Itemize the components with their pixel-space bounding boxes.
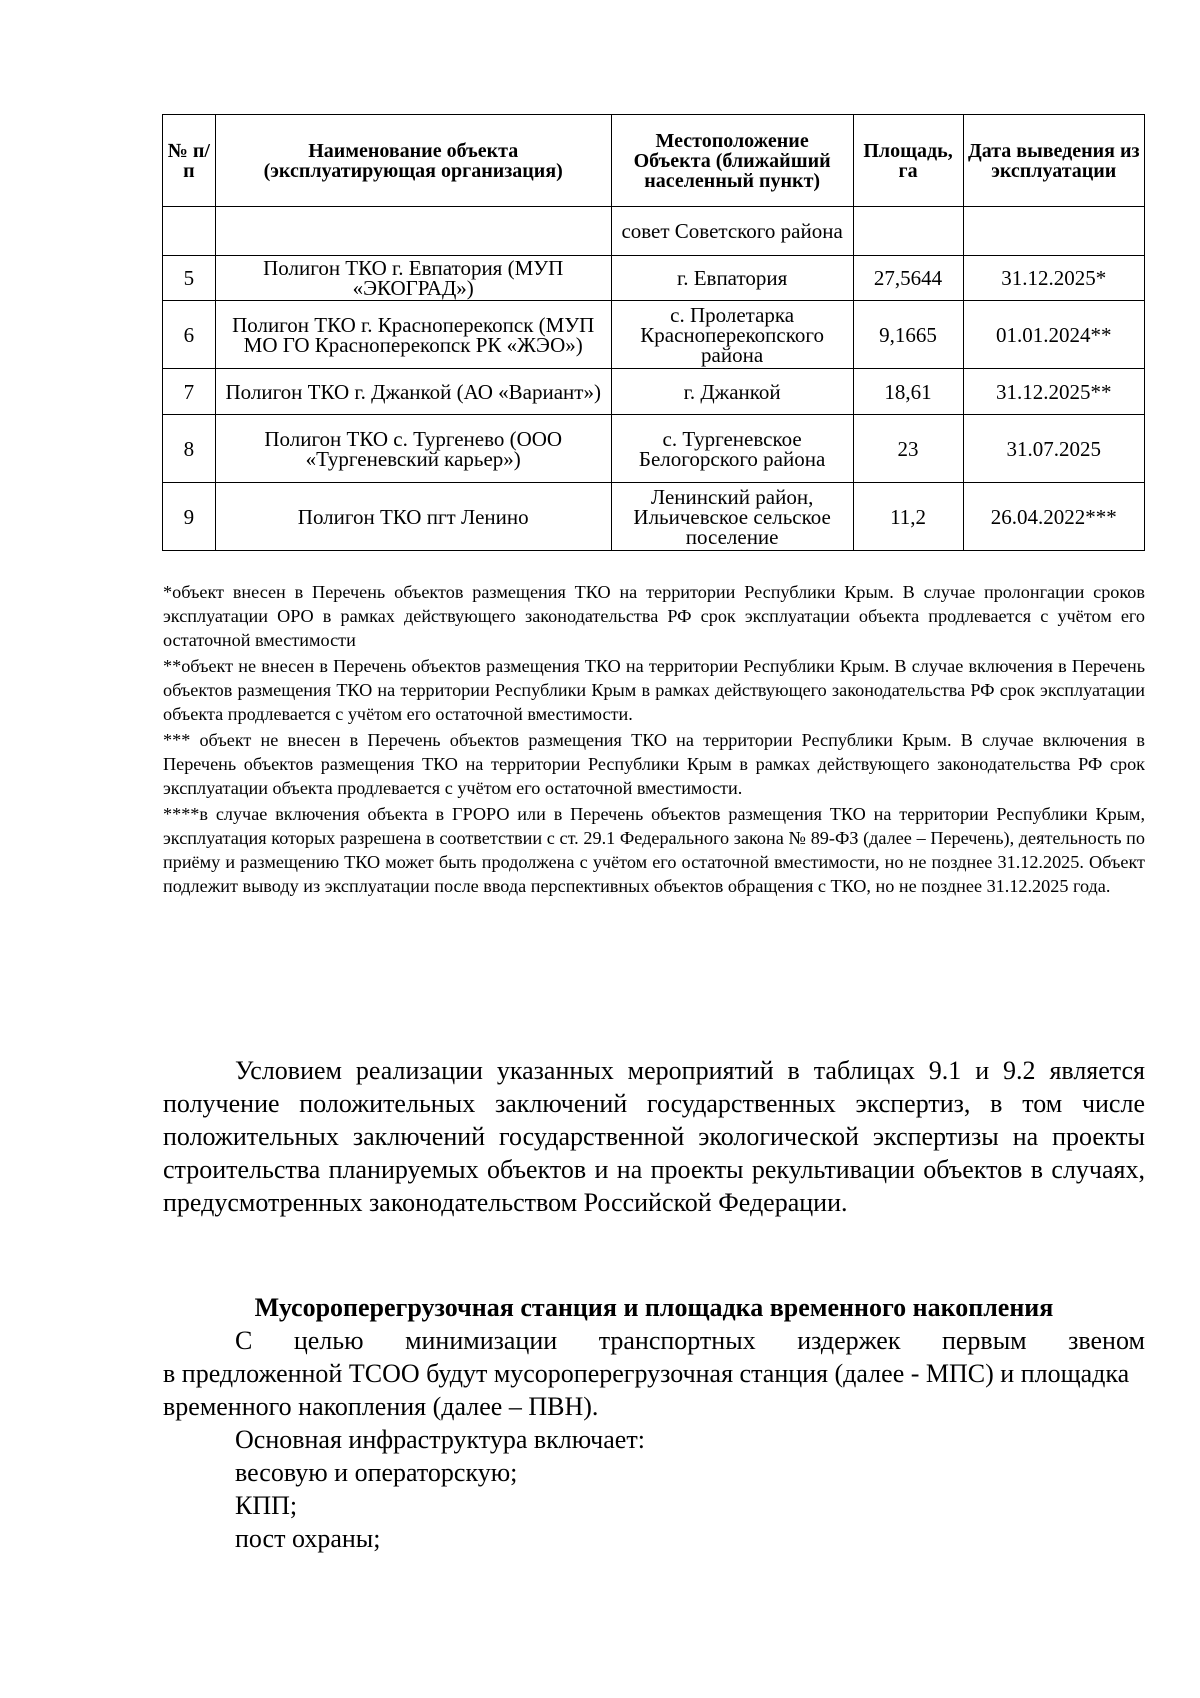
table-header-row	[163, 115, 1145, 207]
list-item: КПП;	[235, 1491, 298, 1520]
footnote-3: *** объект не внесен в Перечень объектов размещения ТКО на территории Республики Крым. В случае включения в Перечень объектов размещения ТКО на территории Республики Крым в рамках действующего законодательства РФ срок эксплуатации объекта продлевается с учётом его остаточной вместимости.	[163, 730, 1145, 798]
cell-name: Полигон ТКО с. Тургенево (ООО «Тургеневский карьер»)	[215, 415, 611, 483]
cell-name	[215, 207, 611, 256]
intro-first-line	[163, 1324, 1145, 1357]
intro-word: издержек	[797, 1326, 901, 1355]
table-row	[163, 483, 1145, 551]
footnote-1: *объект внесен в Перечень объектов размещения ТКО на территории Республики Крым. В случае пролонгации сроков эксплуатации ОРО в рамках действующего законодательства РФ срок эксплуатации объекта продлевается с учётом его остаточной вместимости	[163, 582, 1145, 650]
cell-location: совет Советского района	[611, 207, 853, 256]
cell-area	[853, 207, 963, 256]
cell-num	[163, 207, 216, 256]
cell-num: 7	[163, 369, 216, 415]
cell-area: 9,1665	[853, 301, 963, 369]
footnote-4: ****в случае включения объекта в ГРОРО или в Перечень объектов размещения ТКО на территории Республики Крым, эксплуатация которых разрешена в соответствии с ст. 29.1 Федерального закона № 89-ФЗ (далее – Перечень), деятельность по приёму и размещению ТКО может быть продолжена с учётом его остаточной вместимости, но не позднее 31.12.2025. Объект подлежит выводу из эксплуатации после ввода перспективных объектов обращения с ТКО, но не позднее 31.12.2025 года.	[163, 804, 1145, 896]
table-row	[163, 415, 1145, 483]
intro-rest: в предложенной ТСОО будут мусороперегрузочная станция (далее - МПС) и площадка временного накопления (далее – ПВН).	[163, 1359, 1130, 1421]
list-item: весовую и операторскую;	[235, 1458, 518, 1487]
infrastructure-intro: Основная инфраструктура включает:	[235, 1425, 645, 1454]
cell-location: с. Тургеневское Белогорского района	[611, 415, 853, 483]
cell-area: 18,61	[853, 369, 963, 415]
cell-num: 9	[163, 483, 216, 551]
cell-date: 31.12.2025*	[963, 256, 1144, 301]
table-row	[163, 207, 1145, 256]
section-heading: Мусороперегрузочная станция и площадка временного накопления	[254, 1293, 1054, 1322]
cell-name: Полигон ТКО г. Красноперекопск (МУП МО ГО Красноперекопск РК «ЖЭО»)	[215, 301, 611, 369]
cell-num: 8	[163, 415, 216, 483]
cell-date: 26.04.2022***	[963, 483, 1144, 551]
cell-name: Полигон ТКО пгт Ленино	[215, 483, 611, 551]
header-num: № п/п	[163, 115, 216, 207]
cell-name: Полигон ТКО г. Евпатория (МУП «ЭКОГРАД»)	[215, 256, 611, 301]
header-name: Наименование объекта (эксплуатирующая организация)	[215, 115, 611, 207]
cell-num: 5	[163, 256, 216, 301]
header-location: Местоположение Объекта (ближайший населенный пункт)	[611, 115, 853, 207]
cell-date	[963, 207, 1144, 256]
cell-date: 01.01.2024**	[963, 301, 1144, 369]
intro-word: С	[235, 1326, 253, 1355]
cell-name: Полигон ТКО г. Джанкой (АО «Вариант»)	[215, 369, 611, 415]
footnote-2: **объект не внесен в Перечень объектов размещения ТКО на территории Республики Крым. В случае включения в Перечень объектов размещения ТКО на территории Республики Крым в рамках действующего законодательства РФ срок эксплуатации объекта продлевается с учётом его остаточной вместимости.	[163, 656, 1145, 724]
cell-area: 11,2	[853, 483, 963, 551]
footnotes	[163, 580, 1145, 900]
table-row	[163, 256, 1145, 301]
landfill-table	[162, 114, 1145, 551]
table-row	[163, 301, 1145, 369]
section-intro	[163, 1324, 1145, 1423]
header-area: Площадь, га	[853, 115, 963, 207]
cell-area: 27,5644	[853, 256, 963, 301]
table-row	[163, 369, 1145, 415]
cell-location: г. Евпатория	[611, 256, 853, 301]
intro-word: первым	[941, 1326, 1027, 1355]
header-date: Дата выведения из эксплуатации	[963, 115, 1144, 207]
intro-word: целью	[293, 1326, 364, 1355]
intro-word: минимизации	[405, 1326, 558, 1355]
cell-location: г. Джанкой	[611, 369, 853, 415]
cell-num: 6	[163, 301, 216, 369]
cell-location: с. Пролетарка Красноперекопского района	[611, 301, 853, 369]
infrastructure-list	[235, 1423, 645, 1555]
intro-word: звеном	[1068, 1326, 1145, 1355]
list-item: пост охраны;	[235, 1524, 381, 1553]
cell-date: 31.07.2025	[963, 415, 1144, 483]
cell-location: Ленинский район, Ильичевское сельское поселение	[611, 483, 853, 551]
cell-date: 31.12.2025**	[963, 369, 1144, 415]
cell-area: 23	[853, 415, 963, 483]
main-paragraph-block	[163, 1054, 1145, 1219]
main-paragraph: Условием реализации указанных мероприятий в таблицах 9.1 и 9.2 является получение положительных заключений государственных экспертиз, в том числе положительных заключений государственной экологической экспертизы на проекты строительства планируемых объектов и на проекты рекультивации объектов в случаях, предусмотренных законодательством Российской Федерации.	[163, 1056, 1145, 1217]
intro-word: транспортных	[598, 1326, 756, 1355]
